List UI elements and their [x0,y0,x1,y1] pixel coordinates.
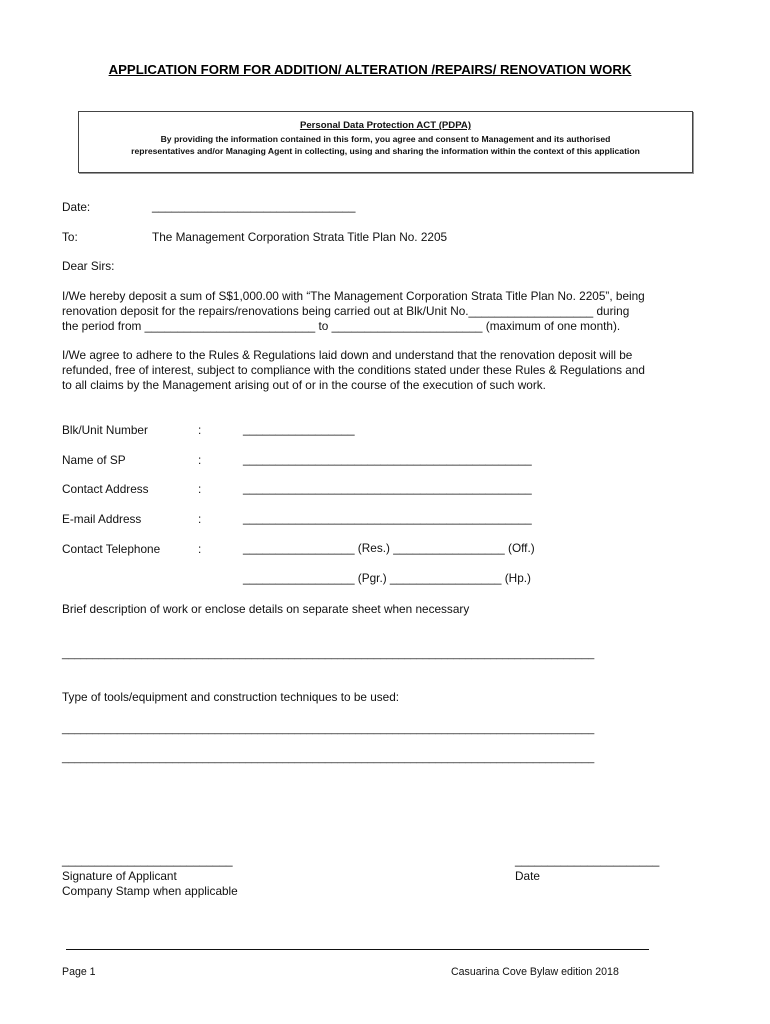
agree-line-1: I/We agree to adhere to the Rules & Regulations laid down and understand that the renovation deposit will be [62,348,633,362]
agreement-paragraph [62,348,690,394]
salutation: Dear Sirs: [62,259,115,273]
telephone-label: Contact Telephone [62,542,161,556]
pdpa-heading: Personal Data Protection ACT (PDPA) [299,120,472,131]
colon: : [198,482,202,496]
telephone-res-off-field[interactable]: _________________ (Res.) _________________ (Off.) [243,541,535,555]
pdpa-consent-line-2: representatives and/or Managing Agent in collecting, using and sharing the information within the context of this application [131,146,640,156]
date-label: Date: [62,200,91,214]
company-stamp-label: Company Stamp when applicable [62,884,238,898]
signature-field[interactable]: __________________________ [62,853,233,867]
deposit-line-1: I/We hereby deposit a sum of S$1,000.00 with “The Management Corporation Strata Title Plan No. 2205”, being [62,289,645,303]
email-field[interactable]: ____________________________________________ [243,511,532,525]
colon: : [198,453,202,467]
signing-date-label: Date [515,869,540,883]
description-label: Brief description of work or enclose details on separate sheet when necessary [62,602,470,616]
blk-unit-field[interactable]: _________________ [243,422,355,436]
agree-line-2: refunded, free of interest, subject to compliance with the conditions stated under these Rules & Regulations and [62,363,645,378]
email-label: E-mail Address [62,512,142,526]
date-field[interactable]: _______________________________ [152,199,356,213]
edition-note: Casuarina Cove Bylaw edition 2018 [451,966,619,978]
sp-name-field[interactable]: ____________________________________________ [243,452,532,466]
deposit-line-2[interactable]: renovation deposit for the repairs/renovations being carried out at Blk/Unit No.___________________ during [62,304,630,319]
colon: : [198,542,202,556]
colon: : [198,512,202,526]
blk-unit-label: Blk/Unit Number [62,423,148,437]
signature-label: Signature of Applicant [62,869,177,883]
signing-date-field[interactable]: ______________________ [515,853,660,867]
description-field[interactable]: _______________________________________________________________________________________ [62,648,595,660]
sp-name-label: Name of SP [62,453,126,467]
deposit-paragraph [62,289,690,335]
tools-label: Type of tools/equipment and construction techniques to be used: [62,690,400,704]
tools-field-line-2[interactable]: _______________________________________________________________________________________ [62,752,595,764]
telephone-pgr-hp-field[interactable]: _________________ (Pgr.) _________________ (Hp.) [243,571,531,585]
form-title: APPLICATION FORM FOR ADDITION/ ALTERATION /REPAIRS/ RENOVATION WORK [108,62,632,77]
pdpa-consent-line-1: By providing the information contained in this form, you agree and consent to Management and its authorised [160,134,611,144]
contact-address-field[interactable]: ____________________________________________ [243,481,532,495]
to-label: To: [62,230,78,244]
deposit-line-3[interactable]: the period from __________________________ to _______________________ (maximum of one month). [62,319,621,334]
colon: : [198,423,202,437]
tools-field-line-1[interactable]: _______________________________________________________________________________________ [62,723,595,735]
contact-address-label: Contact Address [62,482,149,496]
pdpa-notice-box [78,111,693,173]
addressee: The Management Corporation Strata Title Plan No. 2205 [152,230,448,244]
agree-line-3: to all claims by the Management arising out of or in the course of the execution of such work. [62,378,546,393]
footer-divider [66,949,649,950]
page-number: Page 1 [62,966,96,978]
